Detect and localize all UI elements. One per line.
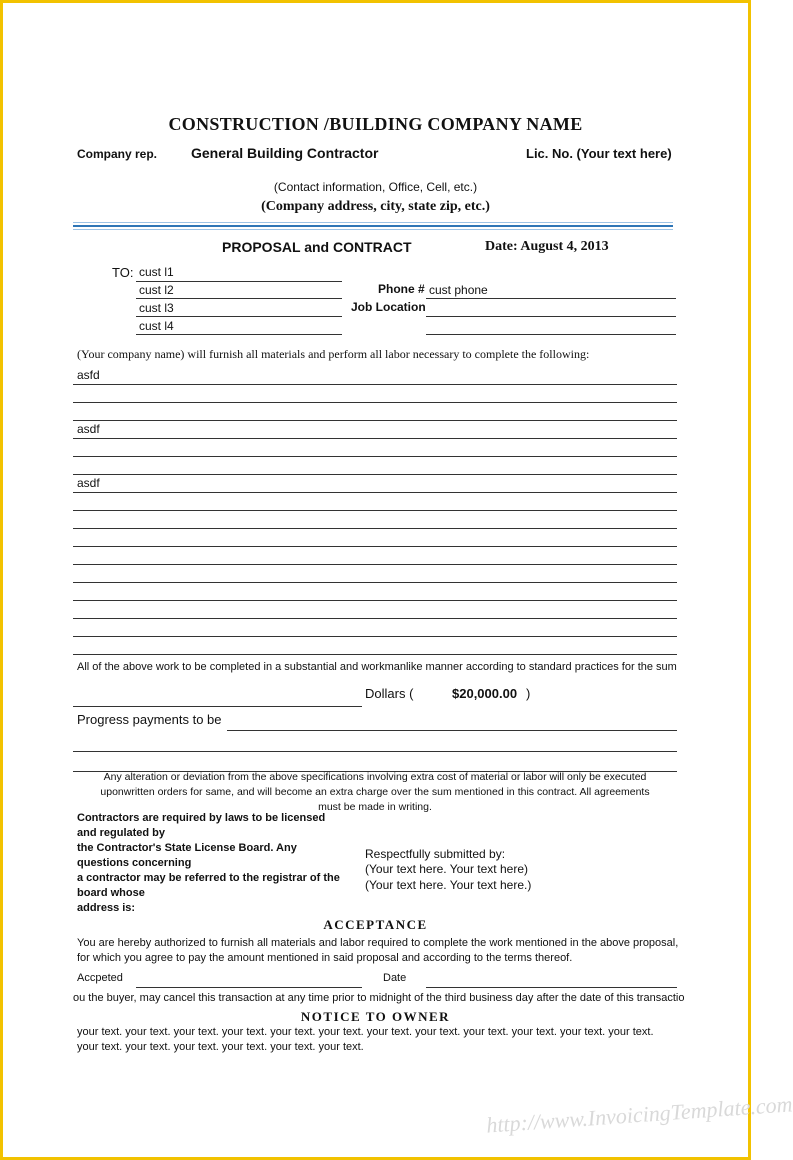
phone-label: Phone # [378,282,425,296]
company-name: CONSTRUCTION /BUILDING COMPANY NAME [168,114,583,134]
notice-line-1: your text. your text. your text. your text. your text. your text. your text. your text. your text. your text. your text. your text. [77,1026,654,1038]
header-divider [73,222,673,229]
sum-statement: All of the above work to be completed in a substantial and workmanlike manner according to standard practices for the sum [77,661,677,673]
company-rep-value: General Building Contractor [191,145,379,161]
work-intro: (Your company name) will furnish all materials and perform all labor necessary to complete the following: [77,347,590,361]
work-rule [73,510,677,511]
license-note-line-4: questions concerning [77,857,192,869]
acceptance-line-1: You are hereby authorized to furnish all materials and labor required to complete the work mentioned in the above proposal, [77,937,679,949]
customer-line-4[interactable]: cust l4 [139,319,174,333]
date-label: Date [383,972,407,984]
job-location-rule-2 [426,334,676,335]
proposal-title: PROPOSAL and CONTRACT [222,239,412,255]
company-address: (Company address, city, state zip, etc.) [261,199,490,214]
proposal-date: Date: August 4, 2013 [485,239,609,254]
progress-payments-rule [227,730,677,731]
customer-line-4-rule [136,334,342,335]
submitted-by-line-2[interactable]: (Your text here. Your text here.) [365,878,532,892]
dollars-label: Dollars ( [365,686,414,701]
acceptance-title: ACCEPTANCE [323,917,428,932]
contract-amount[interactable]: $20,000.00 [452,686,518,701]
alteration-line-2: uponwritten orders for same, and will become an extra charge over the sum mentioned in this contract. All agreements [100,786,650,798]
progress-payments-rule-2 [73,751,677,752]
job-location-label: Job Location [351,300,426,314]
work-rule [73,600,677,601]
acceptance-line-2: for which you agree to pay the amount mentioned in said proposal and according to the terms thereof. [77,952,573,964]
work-rule [73,618,677,619]
sum-words-rule [73,706,362,707]
customer-line-3[interactable]: cust l3 [139,301,174,315]
customer-line-2-rule [136,298,342,299]
acceptance-date-rule[interactable] [426,987,677,988]
submitted-by-label: Respectfully submitted by: [365,847,506,861]
notice-to-owner-title: NOTICE TO OWNER [300,1009,451,1024]
license-note-line-3: the Contractor's State License Board. Any [77,842,297,854]
work-line-2[interactable]: asdf [77,422,100,436]
work-rule [73,636,677,637]
work-line-3[interactable]: asdf [77,476,100,490]
work-rule [73,474,677,475]
work-rule [73,384,677,385]
phone-rule [426,298,676,299]
submitted-by-line-1[interactable]: (Your text here. Your text here) [365,862,528,876]
accepted-label: Accpeted [77,972,123,984]
company-rep-label: Company rep. [77,147,158,161]
license-note-line-1: Contractors are required by laws to be licensed [77,812,326,824]
customer-line-1-rule [136,281,342,282]
accepted-signature-rule[interactable] [136,987,362,988]
work-rule [73,582,677,583]
work-rule [73,492,677,493]
dollars-close-paren: ) [526,686,531,701]
alteration-line-3: must be made in writing. [318,801,432,813]
customer-line-2[interactable]: cust l2 [139,283,174,297]
license-note-line-7: address is: [77,902,136,914]
license-note-line-5: a contractor may be referred to the registrar of the [77,872,340,884]
work-rule [73,546,677,547]
work-rule [73,438,677,439]
customer-line-3-rule [136,316,342,317]
work-rule [73,564,677,565]
customer-line-1[interactable]: cust l1 [139,265,174,279]
work-rule [73,402,677,403]
license-note-line-2: and regulated by [77,827,166,839]
job-location-rule-1 [426,316,676,317]
license-number: Lic. No. (Your text here) [526,146,672,161]
watermark: http://www.InvoicingTemplate.com [485,1091,793,1138]
work-rule [73,420,677,421]
notice-line-2: your text. your text. your text. your text. your text. your text. [77,1041,364,1053]
work-rule [73,528,677,529]
license-note-line-6: board whose [77,887,145,899]
contact-info: (Contact information, Office, Cell, etc.) [273,180,478,194]
alteration-line-1: Any alteration or deviation from the above specifications involving extra cost of material or labor will only be executed [103,771,647,783]
phone-value[interactable]: cust phone [429,283,488,297]
progress-payments-label: Progress payments to be [77,712,222,727]
to-label: TO: [112,265,134,280]
work-rule [73,654,677,655]
cancellation-notice: ou the buyer, may cancel this transaction at any time prior to midnight of the third business day after the date of this transactio [73,992,685,1004]
work-rule [73,456,677,457]
work-line-1[interactable]: asfd [77,368,100,382]
